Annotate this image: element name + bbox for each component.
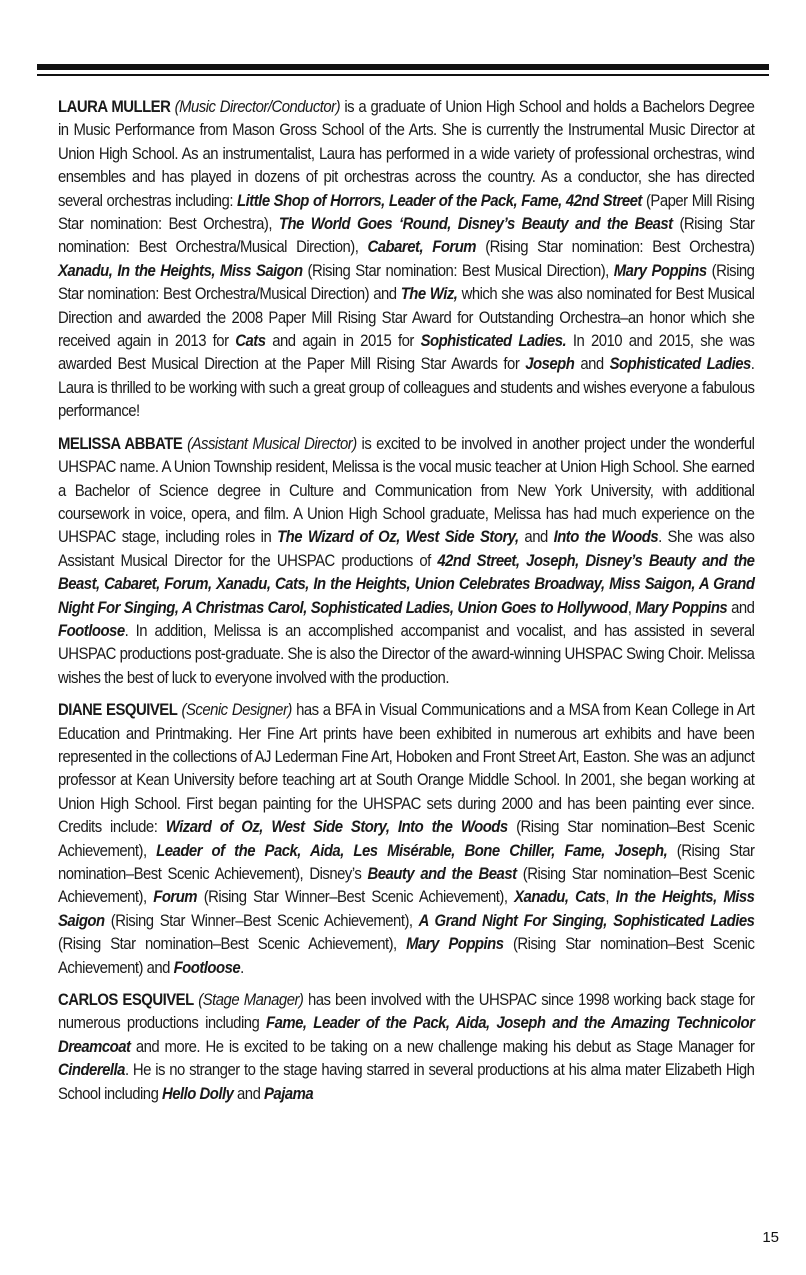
bio-text: . She was also Assistant Musical Director for the UHSPAC productions of bbox=[58, 528, 755, 570]
bio-text: and bbox=[574, 355, 610, 374]
show-title: The Wizard of Oz, West Side Story, bbox=[277, 528, 519, 547]
bio-text: (Rising Star nomination–Best Scenic Achievement) and bbox=[58, 935, 755, 977]
show-title: 42nd Street, Joseph, Disney’s Beauty and the Beast, Cabaret, Forum, Xanadu, Cats, In the Heights, Union Celebrates Broadway, Miss Saigon, A Grand Night For Singing, A Christmas Carol, Sophisticated Ladies, Union Goes to Hollywood bbox=[58, 551, 755, 617]
bio-text: In 2010 and 2015, she was awarded Best Musical Direction at the Paper Mill Rising Star Awards for bbox=[58, 332, 755, 374]
show-title: Hello Dolly bbox=[162, 1084, 234, 1103]
bio-text: and bbox=[518, 528, 554, 547]
bio-text: and bbox=[233, 1084, 265, 1103]
bio-paragraph bbox=[58, 96, 754, 424]
bio-text: . He is no stranger to the stage having starred in several productions at his alma mater Elizabeth High School including bbox=[58, 1061, 755, 1103]
show-title: Little Shop of Horrors, Leader of the Pack, Fame, 42nd Street bbox=[237, 191, 642, 210]
show-title: In the Heights, Miss Saigon bbox=[58, 888, 755, 930]
show-title: A Grand Night For Singing, Sophisticated Ladies bbox=[418, 911, 755, 930]
show-title: The World Goes ‘Round, Disney’s Beauty and the Beast bbox=[278, 215, 673, 234]
show-title: Into the Woods bbox=[553, 528, 659, 547]
show-title: Cinderella bbox=[58, 1061, 125, 1080]
show-title: Xanadu, Cats bbox=[514, 888, 606, 907]
bio-text: (Rising Star nomination–Best Scenic Achievement), bbox=[58, 865, 755, 907]
bio-role: (Stage Manager) bbox=[198, 991, 304, 1010]
bio-text: is a graduate of Union High School and holds a Bachelors Degree in Music Performance from Mason Gross School of the Arts. She is currently the Instrumental Music Director at Union High School. As an instrumentalist, Laura has performed in a wide variety of professional orchestras, wind ensembles and has played in dozens of pit orchestras across the country. As a conductor, she has directed several orchestras including: bbox=[58, 98, 755, 210]
bio-text: (Paper Mill Rising Star nomination: Best Orchestra), bbox=[58, 191, 755, 234]
show-title: Footloose bbox=[173, 958, 241, 977]
show-title: Sophisticated Ladies. bbox=[420, 332, 567, 351]
show-title: Cats bbox=[235, 332, 266, 351]
show-title: Mary Poppins bbox=[406, 935, 504, 954]
bio-text: . In addition, Melissa is an accomplished accompanist and vocalist, and has assisted in several UHSPAC productions post-graduate. She is also the Director of the award-winning UHSPAC Swing Choir. Melissa wishes the best of luck to everyone involved with the production. bbox=[58, 621, 755, 687]
bio-text: has been involved with the UHSPAC since 1998 working back stage for numerous productions including bbox=[58, 991, 755, 1033]
bio-text: (Rising Star nomination–Best Scenic Achievement), bbox=[58, 818, 755, 860]
bio-text: and again in 2015 for bbox=[265, 332, 421, 351]
bio-text: which she was also nominated for Best Musical Direction and awarded the 2008 Paper Mill Rising Star Award for Outstanding Orchestra–an honor which she received again in 2013 for bbox=[58, 285, 755, 351]
bio-text: , bbox=[605, 888, 616, 907]
bio-role: (Assistant Musical Director) bbox=[187, 434, 357, 453]
bio-text: (Rising Star nomination: Best Orchestra/Musical Direction), bbox=[58, 215, 755, 257]
show-title: Joseph bbox=[525, 355, 575, 374]
bio-name: DIANE ESQUIVEL bbox=[58, 701, 178, 720]
bio-text: is excited to be involved in another project under the wonderful UHSPAC name. A Union Township resident, Melissa is the vocal music teacher at Union High School. She earned a Bachelor of Science degree in Culture and Communication from New York University, with additional coursework in voice, opera, and film. A Union High School graduate, Melissa has had much experience on the UHSPAC stage, including roles in bbox=[58, 434, 755, 547]
show-title: Mary Poppins bbox=[613, 261, 707, 280]
bio-text: . Laura is thrilled to be working with such a great group of colleagues and students and wishes everyone a fabulous performance! bbox=[58, 355, 755, 421]
show-title: Fame, Leader of the Pack, Aida, Joseph and the Amazing Technicolor Dreamcoat bbox=[58, 1014, 755, 1056]
show-title: Sophisticated Ladies bbox=[609, 355, 751, 374]
bio-name: MELISSA ABBATE bbox=[58, 434, 183, 453]
bio-role: (Scenic Designer) bbox=[181, 701, 292, 720]
show-title: Footloose bbox=[58, 621, 125, 640]
bio-text: . bbox=[240, 958, 244, 977]
bio-paragraph bbox=[58, 699, 754, 980]
header-rule-thick bbox=[37, 64, 769, 70]
bio-role: (Music Director/Conductor) bbox=[174, 98, 341, 116]
bio-paragraph bbox=[58, 433, 754, 690]
bio-text: and more. He is excited to be taking on a new challenge making his debut as Stage Manager for bbox=[130, 1037, 755, 1056]
bio-text: (Rising Star nomination: Best Orchestra) bbox=[476, 238, 755, 257]
bio-text: and bbox=[727, 598, 755, 617]
bio-text: has a BFA in Visual Communications and a MSA from Kean College in Art Education and Printmaking. Her Fine Art prints have been exhibited in numerous art exhibits and have been represented in the collections of AJ Lederman Fine Art, Hoboken and Front Street Art, Easton. She was an adjunct professor at Kean University before teaching art at South Orange Middle School. In 2001, she began working at Union High School. First began painting for the UHSPAC sets during 2000 and has been painting ever since. Credits include: bbox=[58, 701, 755, 837]
bio-name: LAURA MULLER bbox=[58, 98, 171, 116]
bio-content bbox=[58, 96, 754, 1115]
page-number: 15 bbox=[762, 1229, 779, 1246]
bio-text: , bbox=[627, 598, 636, 617]
show-title: Beauty and the Beast bbox=[367, 865, 517, 883]
show-title: Cabaret, Forum bbox=[367, 238, 477, 257]
show-title: Pajama bbox=[264, 1084, 314, 1103]
show-title: Mary Poppins bbox=[635, 598, 728, 617]
bio-paragraph bbox=[58, 989, 754, 1106]
show-title: The Wiz, bbox=[400, 285, 458, 304]
bio-name: CARLOS ESQUIVEL bbox=[58, 991, 194, 1010]
bio-text: (Rising Star Winner–Best Scenic Achievement), bbox=[197, 888, 515, 907]
bio-text: (Rising Star nomination: Best Orchestra/Musical Direction) and bbox=[58, 261, 755, 304]
bio-text: (Rising Star nomination–Best Scenic Achievement), bbox=[58, 935, 407, 954]
show-title: Xanadu, In the Heights, Miss Saigon bbox=[58, 261, 303, 280]
bio-text: (Rising Star nomination–Best Scenic Achievement), Disney’s bbox=[58, 841, 755, 883]
show-title: Wizard of Oz, West Side Story, Into the Woods bbox=[165, 818, 508, 837]
show-title: Leader of the Pack, Aida, Les Misérable, Bone Chiller, Fame, Joseph, bbox=[156, 841, 668, 860]
bio-text: (Rising Star Winner–Best Scenic Achievement), bbox=[104, 911, 419, 930]
header-rule-thin bbox=[37, 74, 769, 76]
show-title: Forum bbox=[153, 888, 198, 907]
bio-text: (Rising Star nomination: Best Musical Direction), bbox=[302, 261, 614, 280]
